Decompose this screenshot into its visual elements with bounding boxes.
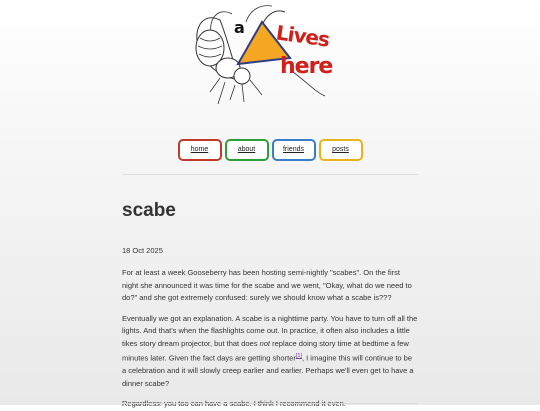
nav-home-link[interactable]: home (178, 139, 222, 161)
main-nav (0, 139, 540, 161)
footer-divider (122, 403, 418, 404)
post-paragraph-2 (122, 313, 418, 391)
emphasis-not: not (259, 338, 271, 348)
logo-letter-a: a (234, 18, 245, 37)
logo-text-here: here (280, 54, 333, 79)
footnote-link[interactable]: [1] (295, 353, 302, 359)
nav-posts-link[interactable]: posts (319, 139, 363, 161)
post-date: 18 Oct 2025 (122, 246, 163, 255)
post-paragraph-3 (122, 398, 418, 411)
site-logo[interactable] (180, 0, 340, 108)
post-paragraph-1: For at least a week Gooseberry has been hosting semi-nightly "scabes". On the first night she announced it was time for the scabe and we went, "Okay, what do we need to do?" and she got extremely confused: surely we should know what a scabe is??? (122, 268, 412, 302)
logo-text-lives: Lives (274, 20, 331, 52)
nav-friends-link[interactable]: friends (272, 139, 316, 161)
header-divider (122, 174, 418, 175)
paragraph-2-text-c: , I imagine this will continue to be a celebration and it will slowly creep earlier and earlier. Perhaps we'll even get to have a dinner scabe? (122, 353, 414, 388)
paragraph-2-text-a: Eventually we got an explanation. A scabe is a nighttime party. You have to turn off all the lights. And that's when the flashlights come out. In practice, it often also includes a little tikes story dream projector, but that does (122, 313, 418, 348)
paragraph-2-text-b: replace doing story time at bedtime a few minutes later. Given the fact days are getting shorter (122, 338, 409, 363)
post-title: scabe (122, 200, 176, 221)
nav-about-link[interactable]: about (225, 139, 269, 161)
post-article (122, 200, 418, 411)
